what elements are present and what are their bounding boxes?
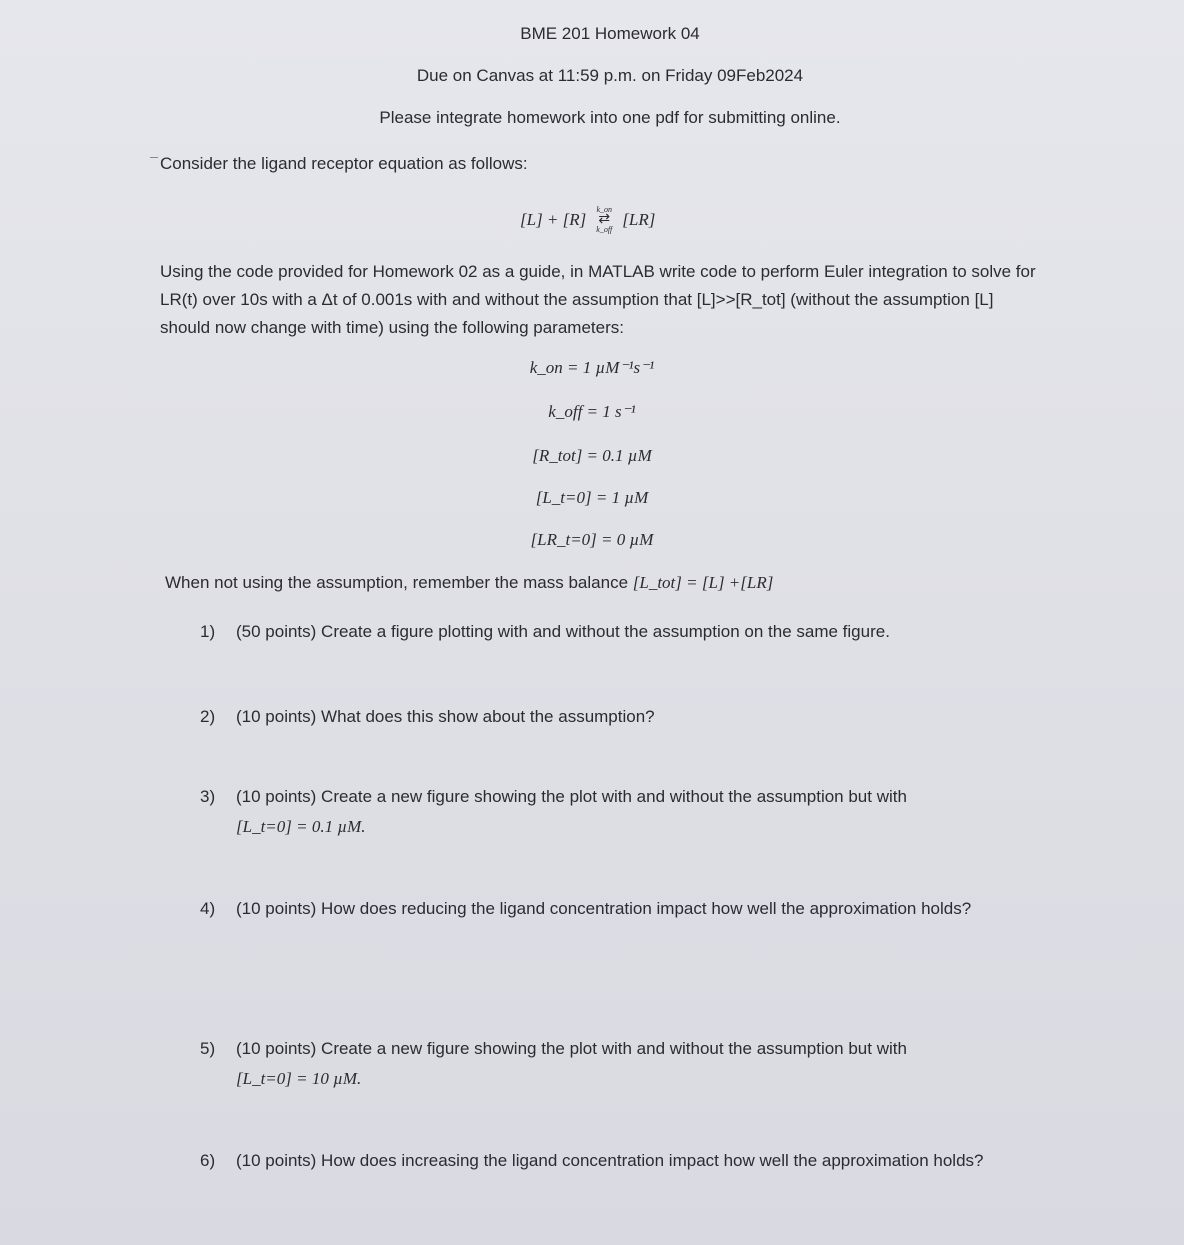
question-number: 3)	[200, 787, 216, 806]
mass-balance	[165, 573, 773, 593]
param-kon: k_on = 1 µM⁻¹s⁻¹	[529, 358, 655, 377]
param-rtot: [R_tot] = 0.1 µM	[532, 446, 652, 465]
k-off-label: k_off	[596, 225, 613, 234]
question-text: (10 points) How does increasing the ligand concentration impact how well the approximation holds?	[236, 1151, 984, 1170]
question-text: (10 points) Create a new figure showing the plot with and without the assumption but with	[236, 1039, 907, 1058]
question-formula: [L_t=0] = 0.1 µM.	[236, 817, 366, 836]
param-lr0: [LR_t=0] = 0 µM	[530, 530, 654, 549]
equilibrium-arrows-icon: k_on ⇄ k_off	[596, 205, 613, 234]
homework-title: BME 201 Homework 04	[520, 24, 700, 43]
question-3	[200, 782, 1030, 842]
question-number: 2)	[200, 707, 216, 726]
ligand-receptor-equation	[520, 205, 720, 234]
question-number: 5)	[200, 1039, 216, 1058]
question-4	[200, 894, 1030, 924]
problem-description: Using the code provided for Homework 02 as a guide, in MATLAB write code to perform Euler integration to solve for LR(t) over 10s with a Δt of 0.001s with and without the assumption that [L]>>[R_tot] (without the assumption [L] should now change with time) using the following parameters:	[160, 262, 1036, 337]
question-number: 1)	[200, 622, 216, 641]
mass-balance-text: When not using the assumption, remember the mass balance	[165, 573, 629, 592]
k-on-label: k_on	[596, 205, 613, 214]
intro-text: Consider the ligand receptor equation as follows:	[160, 154, 528, 173]
due-date: Due on Canvas at 11:59 p.m. on Friday 09Feb2024	[416, 66, 804, 85]
question-number: 4)	[200, 899, 216, 918]
equation-right: [LR]	[622, 209, 656, 229]
submission-instruction: Please integrate homework into one pdf for submitting online.	[379, 108, 841, 127]
question-formula: [L_t=0] = 10 µM.	[236, 1069, 362, 1088]
param-koff: k_off = 1 s⁻¹	[548, 402, 636, 421]
question-text: (10 points) How does reducing the ligand concentration impact how well the approximation holds?	[236, 899, 972, 918]
question-text: (10 points) Create a new figure showing the plot with and without the assumption but with	[236, 787, 907, 806]
question-text: (10 points) What does this show about the assumption?	[236, 707, 655, 726]
mass-balance-formula: [L_tot] = [L] +[LR]	[632, 573, 774, 592]
question-text: (50 points) Create a figure plotting with and without the assumption on the same figure.	[236, 622, 890, 641]
param-l0: [L_t=0] = 1 µM	[535, 488, 649, 507]
question-6	[200, 1146, 1030, 1176]
question-5	[200, 1034, 1030, 1094]
question-1	[200, 617, 1030, 647]
bullet-mark	[150, 157, 158, 158]
question-number: 6)	[200, 1151, 216, 1170]
question-2	[200, 702, 1030, 732]
equation-left: [L] + [R]	[520, 209, 587, 229]
